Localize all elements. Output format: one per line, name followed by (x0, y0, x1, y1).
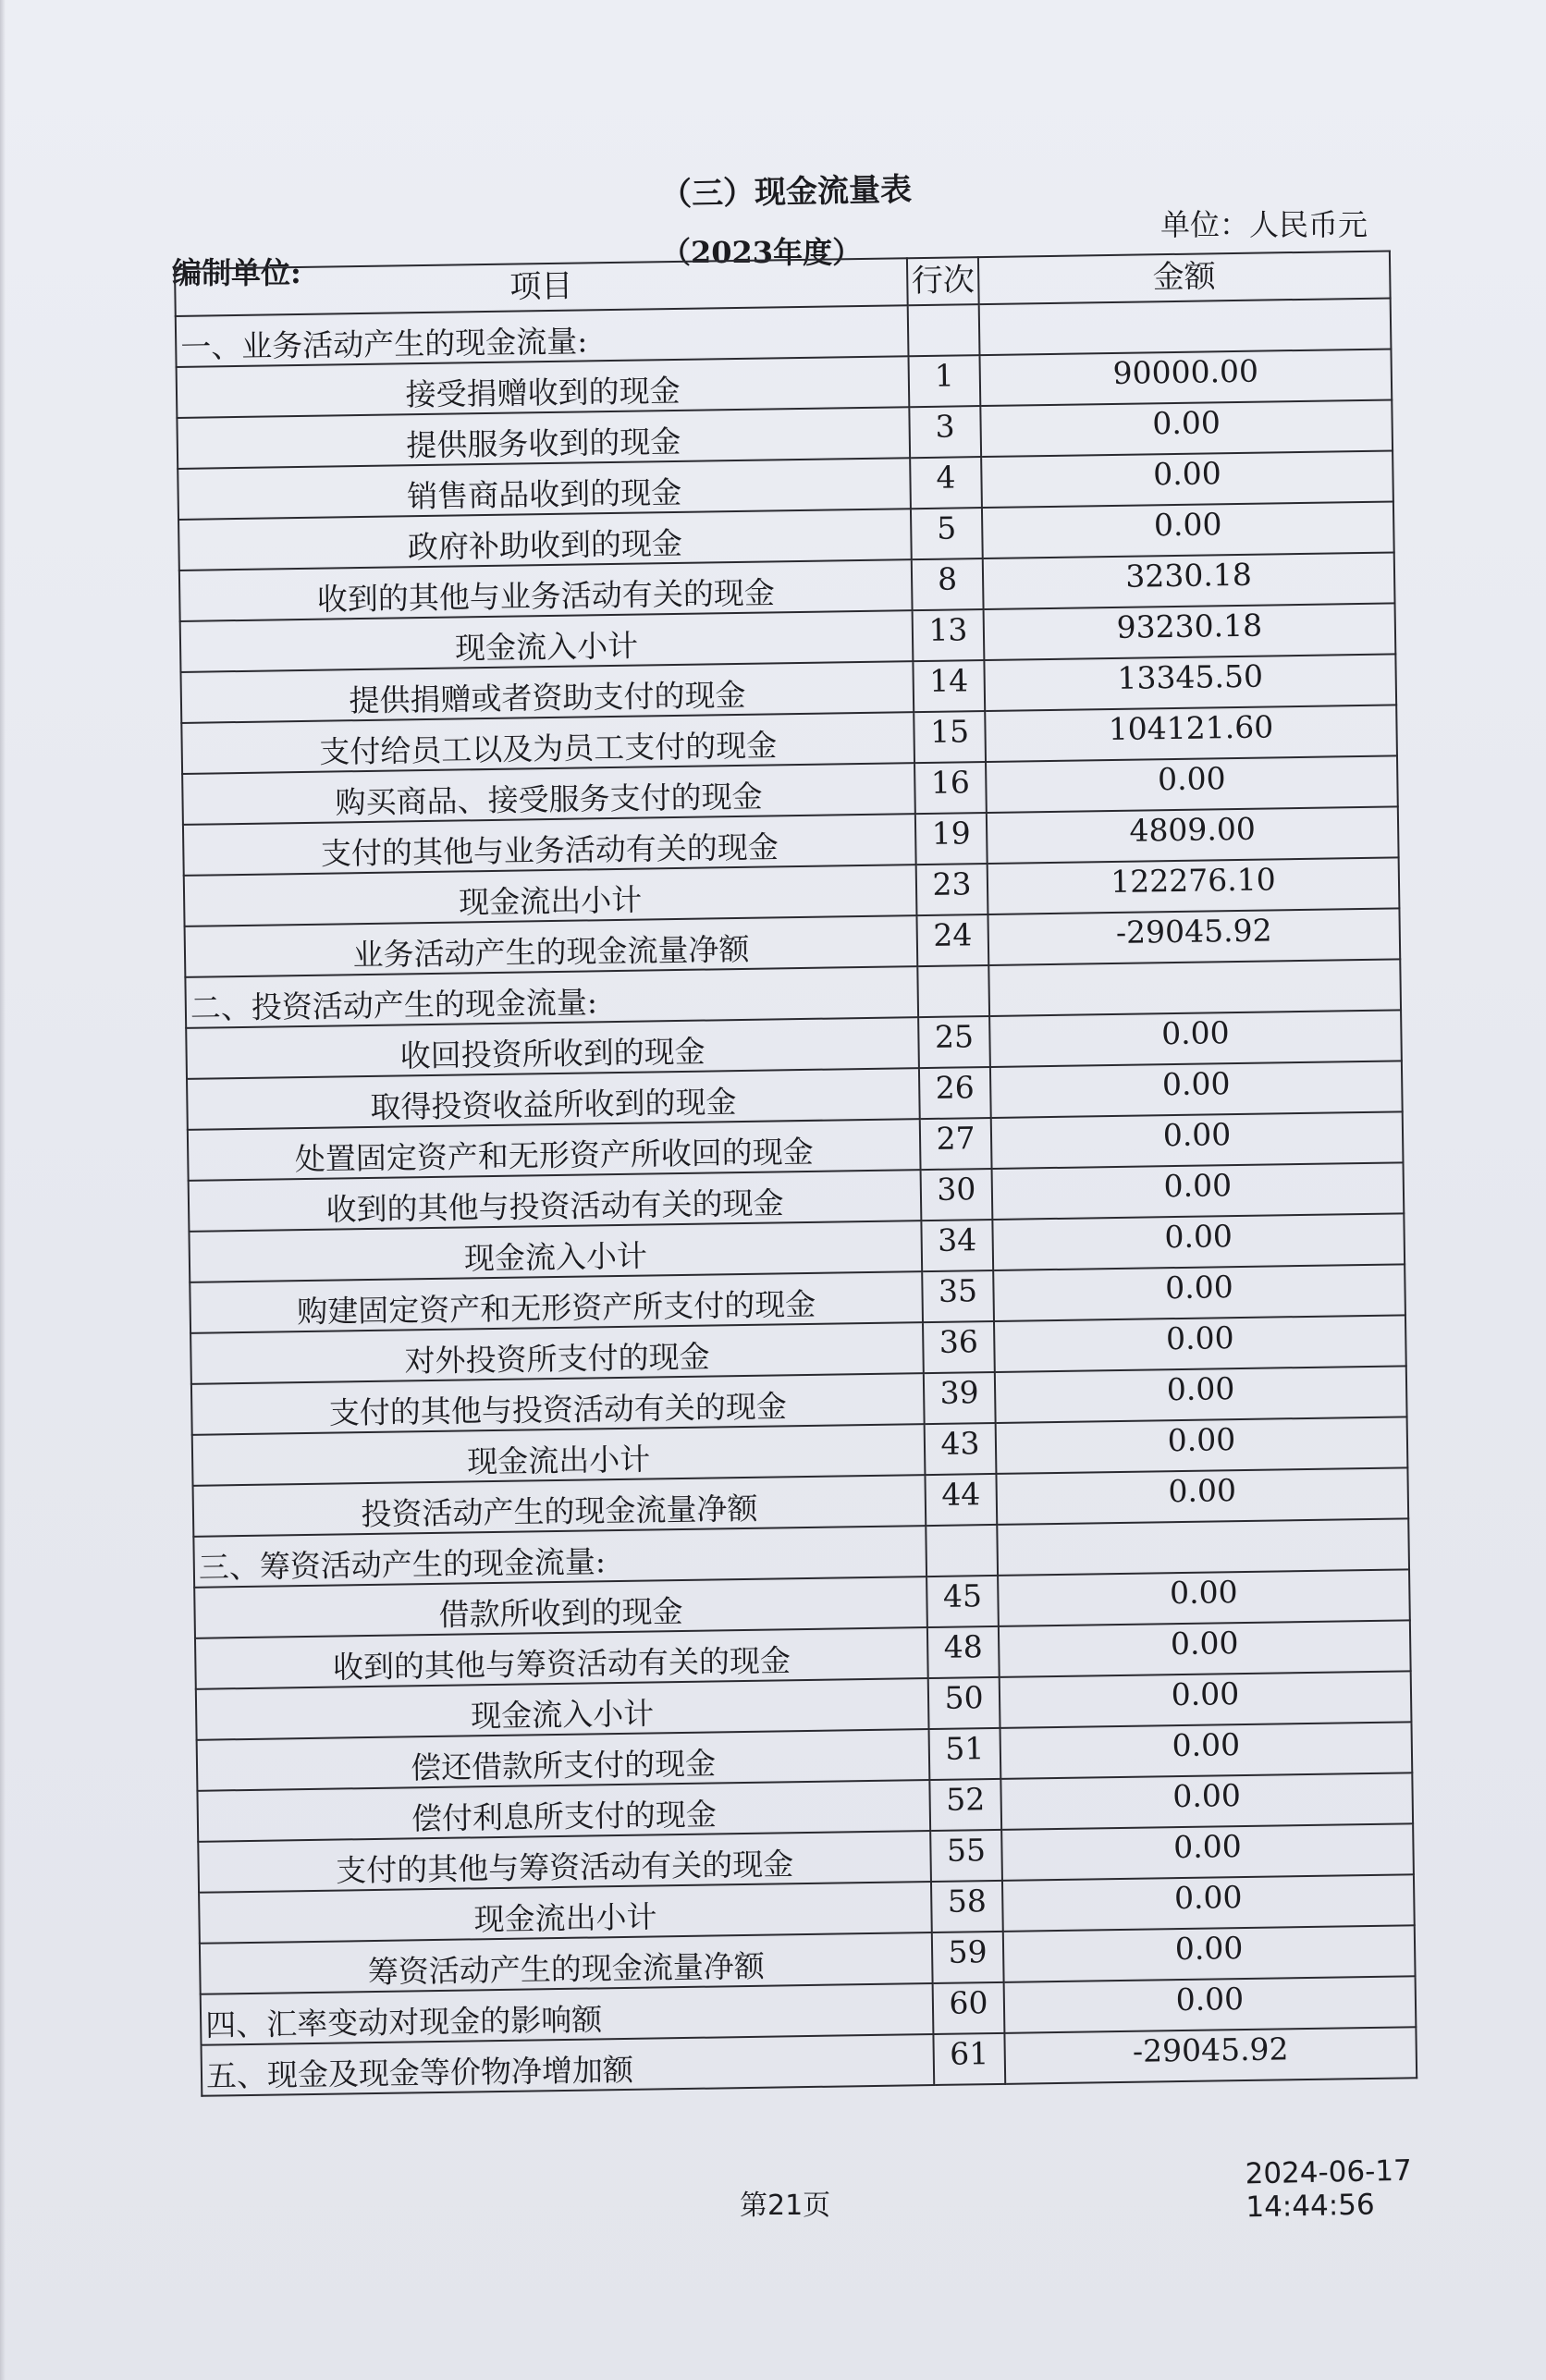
row-amount: 90000.00 (979, 349, 1392, 406)
row-item-label: 四、汇率变动对现金的影响额 (201, 1983, 934, 2045)
row-amount: 0.00 (1000, 1773, 1413, 1830)
row-item-label: 三、筹资活动产生的现金流量: (193, 1526, 926, 1588)
row-amount: 0.00 (994, 1315, 1406, 1372)
row-amount: 0.00 (995, 1366, 1407, 1423)
row-line-number: 14 (913, 660, 985, 712)
row-item-label: 现金流出小计 (192, 1424, 926, 1486)
row-line-number: 25 (918, 1016, 990, 1068)
row-item-label: 支付的其他与投资活动有关的现金 (191, 1373, 925, 1435)
header-item: 项目 (175, 258, 908, 316)
row-item-label: 处置固定资产和无形资产所收回的现金 (188, 1119, 921, 1181)
row-item-label: 提供服务收到的现金 (177, 407, 910, 469)
row-amount: -29045.92 (988, 908, 1400, 965)
row-line-number: 55 (930, 1830, 1002, 1882)
row-line-number: 27 (920, 1118, 992, 1170)
row-amount (988, 959, 1401, 1016)
row-amount: 0.00 (982, 501, 1394, 558)
row-amount: 0.00 (986, 755, 1398, 813)
row-line-number: 39 (924, 1372, 996, 1424)
row-item-label: 现金流入小计 (180, 610, 914, 672)
row-item-label: 现金流入小计 (189, 1221, 922, 1282)
currency-unit-label: 单位：人民币元 (1160, 207, 1368, 242)
row-line-number: 45 (926, 1576, 999, 1627)
row-amount: 0.00 (996, 1467, 1408, 1525)
row-item-label: 取得投资收益所收到的现金 (187, 1068, 920, 1130)
row-line-number: 8 (912, 558, 984, 610)
row-line-number: 16 (914, 762, 987, 814)
row-amount: 0.00 (989, 1010, 1402, 1067)
row-item-label: 现金流出小计 (199, 1882, 932, 1944)
row-amount: 13345.50 (984, 654, 1396, 711)
row-line-number: 26 (919, 1067, 991, 1119)
row-line-number (926, 1525, 998, 1576)
row-line-number: 48 (927, 1626, 1000, 1678)
row-item-label: 购买商品、接受服务支付的现金 (182, 763, 915, 825)
row-amount: 0.00 (1002, 1874, 1415, 1932)
row-amount: 0.00 (1000, 1671, 1412, 1728)
row-item-label: 购建固定资产和无形资产所支付的现金 (190, 1271, 923, 1333)
row-item-label: 五、现金及现金等价物净增加额 (202, 2034, 935, 2096)
row-line-number: 59 (932, 1932, 1004, 1983)
reporting-period: （2023年度） (661, 235, 863, 270)
row-line-number: 34 (921, 1220, 993, 1271)
row-line-number: 4 (910, 457, 982, 509)
row-item-label: 销售商品收到的现金 (178, 458, 911, 520)
row-item-label: 接受捐赠收到的现金 (177, 356, 910, 418)
row-item-label: 对外投资所支付的现金 (190, 1322, 924, 1384)
row-item-label: 政府补助收到的现金 (178, 509, 912, 570)
row-amount: 122276.10 (988, 857, 1400, 914)
row-amount: 0.00 (1003, 1925, 1416, 1982)
row-amount: 0.00 (1001, 1823, 1414, 1881)
row-line-number: 24 (916, 914, 988, 966)
row-line-number: 51 (929, 1728, 1001, 1780)
row-amount: 0.00 (992, 1162, 1405, 1220)
row-item-label: 二、投资活动产生的现金流量: (185, 966, 918, 1028)
row-amount (979, 298, 1392, 355)
row-amount: 4809.00 (987, 806, 1399, 864)
row-line-number: 1 (909, 355, 981, 407)
header-amount: 金额 (978, 251, 1391, 304)
row-item-label: 支付给员工以及为员工支付的现金 (181, 712, 914, 774)
row-line-number: 3 (909, 406, 981, 458)
row-line-number: 52 (929, 1779, 1001, 1831)
row-line-number: 44 (925, 1474, 997, 1526)
row-line-number: 30 (921, 1169, 993, 1221)
row-amount: -29045.92 (1004, 2027, 1417, 2084)
row-item-label: 收回投资所收到的现金 (186, 1017, 919, 1079)
row-line-number: 60 (933, 1982, 1005, 2034)
row-line-number: 5 (911, 508, 983, 559)
row-amount: 104121.60 (985, 705, 1397, 762)
header-line-no: 行次 (907, 257, 979, 305)
row-item-label: 支付的其他与业务活动有关的现金 (183, 814, 916, 876)
row-item-label: 收到的其他与筹资活动有关的现金 (195, 1627, 928, 1689)
row-item-label: 业务活动产生的现金流量净额 (185, 915, 918, 977)
row-amount: 0.00 (990, 1061, 1403, 1118)
row-item-label: 借款所收到的现金 (194, 1576, 927, 1638)
row-item-label: 一、业务活动产生的现金流量: (176, 305, 909, 367)
row-line-number: 58 (931, 1881, 1003, 1932)
page-number: 第21页 (740, 2190, 831, 2222)
row-item-label: 提供捐赠或者资助支付的现金 (180, 661, 914, 723)
row-amount: 0.00 (1004, 1976, 1417, 2033)
row-amount: 0.00 (1000, 1722, 1413, 1779)
row-line-number: 15 (914, 711, 986, 763)
row-amount: 0.00 (981, 450, 1393, 508)
cash-flow-table (174, 250, 1417, 2096)
row-amount (997, 1518, 1409, 1576)
table-body (176, 298, 1417, 2095)
row-item-label: 投资活动产生的现金流量净额 (193, 1475, 926, 1537)
row-amount: 93230.18 (984, 603, 1396, 660)
row-amount: 0.00 (996, 1417, 1408, 1474)
row-item-label: 收到的其他与业务活动有关的现金 (179, 559, 913, 621)
statement-title: （三）现金流量表 (659, 171, 913, 214)
row-item-label: 筹资活动产生的现金流量净额 (200, 1932, 933, 1994)
row-line-number: 61 (933, 2033, 1005, 2085)
row-line-number: 50 (928, 1677, 1000, 1729)
row-amount: 0.00 (991, 1111, 1404, 1169)
row-amount: 3230.18 (983, 552, 1395, 609)
row-line-number: 43 (925, 1423, 997, 1475)
prepared-by-label: 编制单位: (172, 255, 301, 290)
row-amount: 0.00 (998, 1569, 1410, 1626)
print-timestamp: 2024-06-17 14:44:56 (1245, 2153, 1413, 2225)
row-item-label: 现金流入小计 (196, 1678, 929, 1740)
row-item-label: 现金流出小计 (184, 865, 917, 926)
row-item-label: 偿还借款所支付的现金 (197, 1729, 930, 1791)
row-line-number: 19 (915, 813, 988, 865)
row-line-number (917, 965, 989, 1017)
row-line-number: 35 (922, 1270, 994, 1322)
row-line-number: 13 (913, 609, 985, 661)
row-amount: 0.00 (992, 1213, 1405, 1270)
row-line-number: 36 (923, 1321, 995, 1373)
row-item-label: 偿付利息所支付的现金 (197, 1780, 930, 1842)
row-line-number: 23 (916, 864, 988, 915)
cash-flow-table-wrapper (174, 251, 1416, 2097)
row-amount: 0.00 (980, 399, 1393, 457)
row-item-label: 收到的其他与投资活动有关的现金 (189, 1170, 922, 1232)
row-amount: 0.00 (993, 1264, 1405, 1321)
row-amount: 0.00 (999, 1620, 1411, 1677)
row-item-label: 支付的其他与筹资活动有关的现金 (198, 1831, 931, 1893)
row-line-number (908, 304, 980, 356)
